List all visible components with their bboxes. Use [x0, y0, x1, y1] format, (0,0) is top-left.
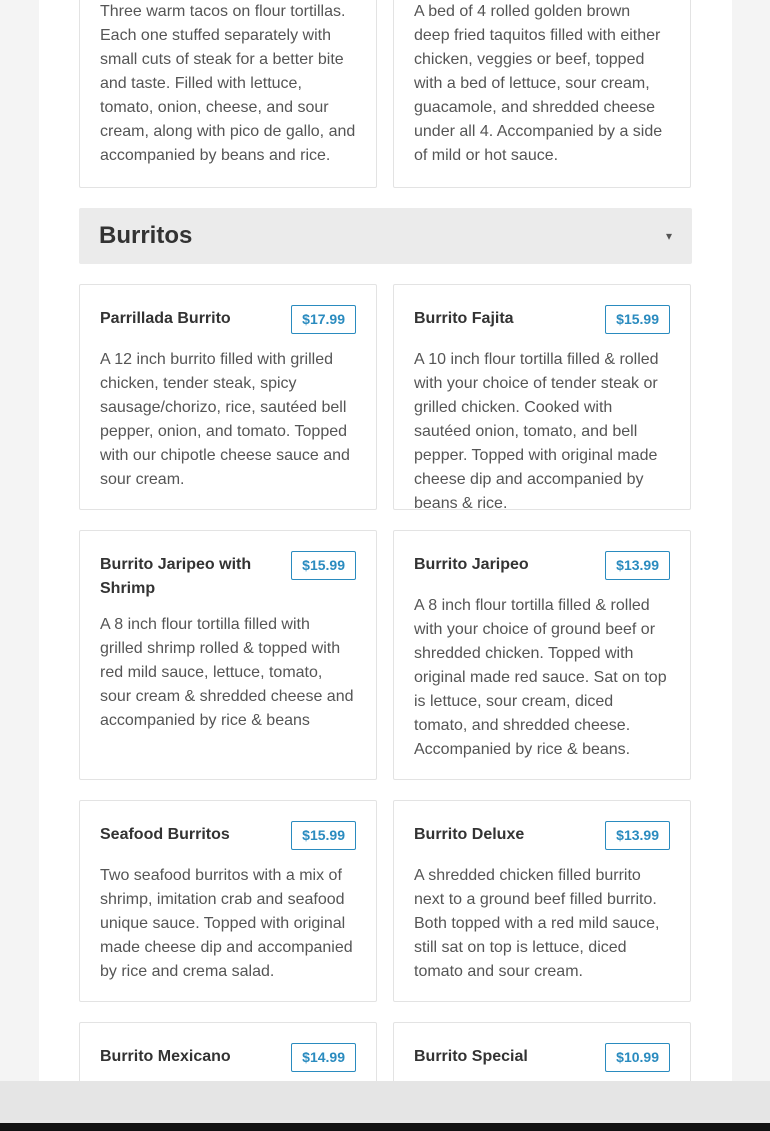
- menu-item-card[interactable]: [393, 0, 691, 188]
- menu-item-description: Two seafood burritos with a mix of shrimp, imitation crab and seafood unique sauce. Topped with original made cheese dip and accompanied by rice and crema salad.: [100, 867, 353, 980]
- menu-item-description: A 8 inch flour tortilla filled & rolled with your choice of ground beef or shredded chicken. Topped with original made red sauce. Sat on top is lettuce, sour cream, diced tomato, and shredded cheese. Accompanied by rice & beans.: [414, 597, 667, 758]
- menu-item-name: Seafood Burritos: [100, 826, 230, 843]
- menu-item-card[interactable]: [393, 530, 691, 780]
- menu-item-card[interactable]: [79, 0, 377, 188]
- menu-item-description: A 12 inch burrito filled with grilled chicken, tender steak, spicy sausage/chorizo, rice, sautéed bell pepper, onion, and tomato. Topped with our chipotle cheese sauce and sour cream.: [100, 351, 350, 488]
- menu-item-price[interactable]: $17.99: [291, 305, 356, 334]
- menu-item-description: A bed of 4 rolled golden brown deep fried taquitos filled with either chicken, veggies or beef, topped with a bed of lettuce, sour cream, guacamole, and shredded cheese under all 4. Accompanied by a side of mild or hot sauce.: [414, 3, 663, 164]
- menu-item-price[interactable]: $13.99: [605, 821, 670, 850]
- menu-item-card[interactable]: [79, 1022, 377, 1081]
- bottom-edge: [0, 1123, 770, 1131]
- menu-item-price[interactable]: $13.99: [605, 551, 670, 580]
- menu-item-price[interactable]: $15.99: [605, 305, 670, 334]
- menu-page: [39, 0, 732, 1081]
- menu-item-card[interactable]: [393, 800, 691, 1002]
- bottom-bar: [0, 1081, 770, 1123]
- menu-item-card[interactable]: [79, 284, 377, 510]
- menu-item-name: Burrito Jaripeo with Shrimp: [100, 556, 252, 597]
- section-header-burritos[interactable]: [79, 208, 692, 264]
- menu-item-name: Burrito Jaripeo: [414, 556, 529, 573]
- menu-item-name: Burrito Special: [414, 1048, 528, 1065]
- chevron-down-icon[interactable]: ▾: [665, 229, 672, 243]
- menu-item-description: Three warm tacos on flour tortillas. Each one stuffed separately with small cuts of steak for a better bite and taste. Filled with lettuce, tomato, onion, cheese, and sour cream, along with pico de gallo, and accompanied by beans and rice.: [100, 3, 356, 164]
- menu-item-price[interactable]: $15.99: [291, 821, 356, 850]
- menu-item-name: Burrito Fajita: [414, 310, 514, 327]
- menu-item-description: A 10 inch flour tortilla filled & rolled with your choice of tender steak or grilled chicken. Cooked with sautéed onion, tomato, and bell pepper. Topped with original made cheese dip and accompanied by beans & rice.: [414, 351, 659, 512]
- menu-item-description: A shredded chicken filled burrito next to a ground beef filled burrito. Both topped with a red mild sauce, still sat on top is lettuce, diced tomato and sour cream.: [414, 867, 660, 980]
- menu-item-price[interactable]: $14.99: [291, 1043, 356, 1072]
- menu-item-price[interactable]: $15.99: [291, 551, 356, 580]
- menu-item-name: Burrito Deluxe: [414, 826, 525, 843]
- menu-item-name: Burrito Mexicano: [100, 1048, 231, 1065]
- menu-item-price[interactable]: $10.99: [605, 1043, 670, 1072]
- menu-item-name: Parrillada Burrito: [100, 310, 231, 327]
- menu-item-description: A 8 inch flour tortilla filled with grilled shrimp rolled & topped with red mild sauce, lettuce, tomato, sour cream & shredded cheese and accompanied by rice & beans: [100, 616, 354, 729]
- menu-item-card[interactable]: [79, 800, 377, 1002]
- menu-item-card[interactable]: [79, 530, 377, 780]
- section-title: Burritos: [99, 222, 193, 249]
- menu-item-card[interactable]: [393, 1022, 691, 1081]
- menu-item-card[interactable]: [393, 284, 691, 510]
